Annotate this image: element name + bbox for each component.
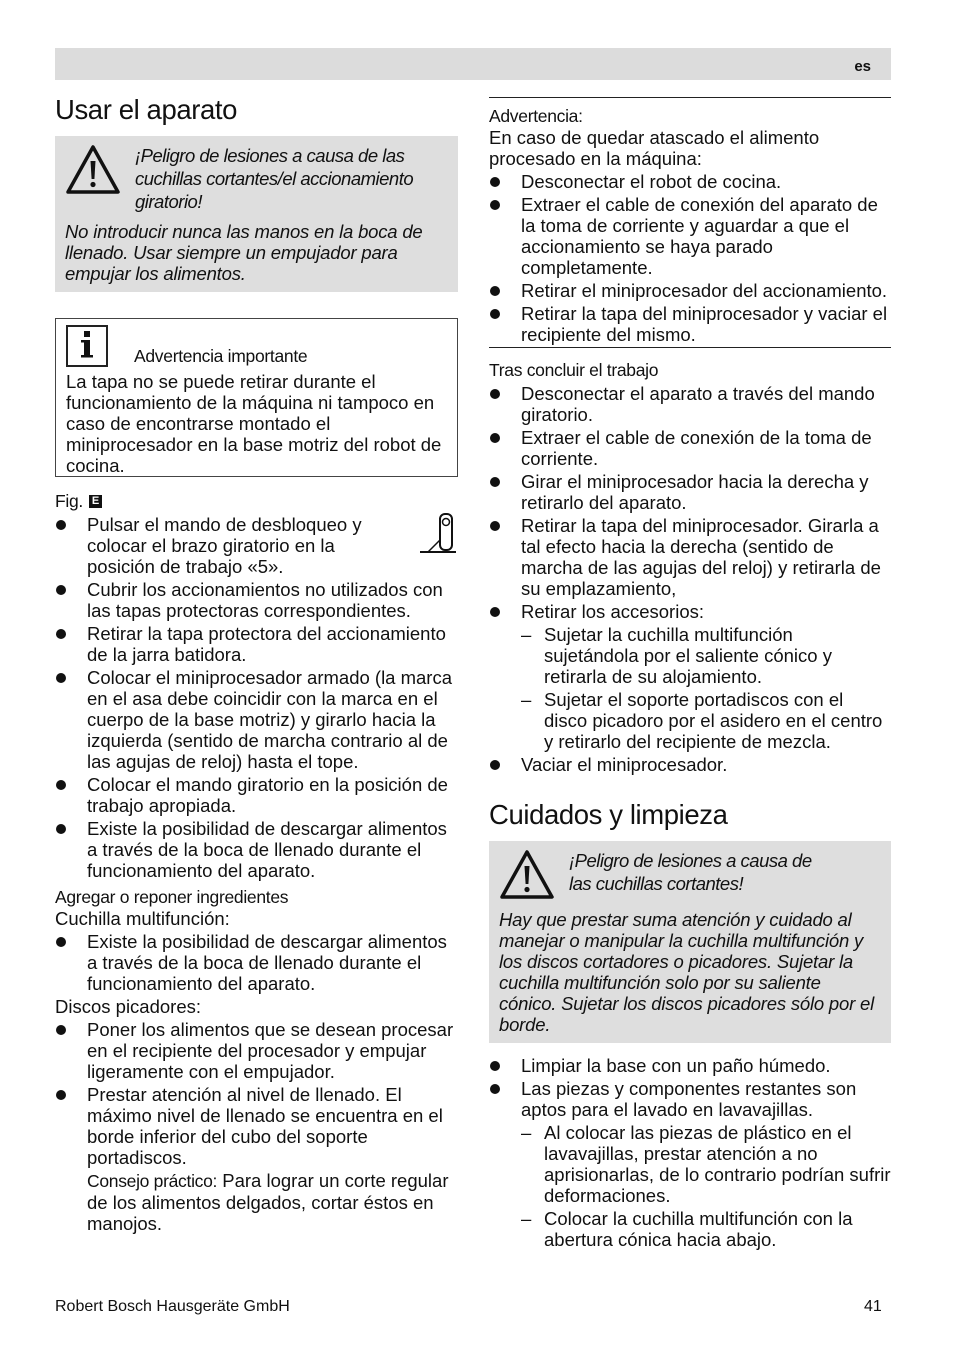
list-item [489,1078,891,1250]
device-position-icon [418,512,458,556]
list-item [55,514,458,577]
discos-list [55,1019,458,1234]
info-title: Advertencia importante [134,346,308,366]
section-title-usar: Usar el aparato [55,94,238,125]
advert-top-rule [489,97,891,98]
cleaning-dash-list [521,1122,891,1250]
list-item: Poner los alimentos que se desean procesar en el recipiente del procesador y empujar ligeramente con el empujador. [55,1019,458,1082]
list-item: Colocar el mando giratorio en la posición de trabajo apropiada. [55,774,458,816]
left-column [55,92,458,1234]
info-i-icon [66,325,108,367]
list-item: Retirar la tapa protectora del accionamiento de la jarra batidora. [55,623,458,665]
warning-box-cleaning [489,841,891,1043]
list-item-text: Retirar los accesorios: [521,601,705,622]
dash-item: – Sujetar la cuchilla multifunción sujetándola por el saliente cónico y retirarla de su alojamiento. [521,624,891,687]
warning-body: No introducir nunca las manos en la boca de llenado. Usar siempre un empujador para empujar los alimentos. [65,221,423,284]
list-item: Retirar la tapa del miniprocesador y vaciar el recipiente del mismo. [489,303,891,345]
language-code: es [854,58,871,75]
advert-list [489,171,891,345]
list-item: Girar el miniprocesador hacia la derecha y retirarlo del aparato. [489,471,891,513]
list-item-text: Prestar atención al nivel de llenado. El máximo nivel de llenado se encuentra en el borde inferior del cubo del soporte portadiscos. [87,1084,443,1168]
list-item: Vaciar el miniprocesador. [489,754,891,775]
advert-bottom-rule [489,347,891,348]
list-item: Limpiar la base con un paño húmedo. [489,1055,891,1076]
discos-label: Discos picadores: [55,996,202,1017]
accessories-dash-list [521,624,891,752]
list-item [55,1084,458,1234]
warning-body: Hay que prestar suma atención y cuidado al manejar o manipular la cuchilla multifunción y los discos cortadores o picadores. Sujetar la cuchilla multifunción solo por su saliente cónico. Sujetar los discos picadores sólo por el borde. [499,909,874,1035]
list-item: Colocar el miniprocesador armado (la marca en el asa debe coincidir con la marca en el cuerpo de la base motriz) y girarlo hacia la izquierda (sentido de marcha contrario al de las agujas de reloj) hasta el tope. [55,667,458,772]
tip-paragraph [87,1170,458,1234]
usage-steps-list [55,514,458,881]
cuchilla-label: Cuchilla multifunción: [55,908,230,929]
list-item: Desconectar el robot de cocina. [489,171,891,192]
fig-label: Fig. [55,491,83,511]
list-item: Extraer el cable de conexión del aparato de la toma de corriente y aguardar a que el accionamiento se haya parado completamente. [489,194,891,278]
warning-triangle-icon [65,144,121,196]
list-item: Retirar la tapa del miniprocesador. Girarla a tal efecto hacia la derecha (sentido de marcha de las agujas del reloj) y retirarla de su emplazamiento, [489,515,891,599]
list-item-text: Pulsar el mando de desbloqueo y colocar el brazo giratorio en la posición de trabajo «5». [87,514,362,577]
warning-box-blades [55,136,458,292]
warning-title: ¡Peligro de lesiones a causa de las cuchillas cortantes! [569,850,812,894]
footer-company: Robert Bosch Hausgeräte GmbH [55,1298,290,1315]
right-column [489,97,891,1250]
advert-title: Advertencia: [489,106,583,126]
after-work-list [489,383,891,775]
figure-reference [55,491,102,512]
list-item-text: Las piezas y componentes restantes son aptos para el lavado en lavavajillas. [521,1078,857,1120]
list-item: Existe la posibilidad de descargar alimentos a través de la boca de llenado durante el funcionamiento del aparato. [55,818,458,881]
list-item: Desconectar el aparato a través del mando giratorio. [489,383,891,425]
fig-letter-badge: E [89,495,102,508]
cuchilla-list [55,931,458,994]
tip-label: Consejo práctico: [87,1171,218,1191]
list-item [489,601,891,752]
info-body: La tapa no se puede retirar durante el funcionamiento de la máquina ni tampoco en caso de encontrarse montado el miniprocesador en la base motriz del robot de cocina. [66,371,442,476]
header-bar [55,48,891,80]
dash-item: – Sujetar el soporte portadiscos con el disco picadoro por el asidero en el centro y retirarlo del recipiente de mezcla. [521,689,891,752]
tip-text: Para lograr un corte regular de los alimentos delgados, cortar éstos en manojos. [87,1170,449,1234]
list-item: Existe la posibilidad de descargar alimentos a través de la boca de llenado durante el funcionamiento del aparato. [55,931,458,994]
list-item: Retirar el miniprocesador del accionamiento. [489,280,891,301]
warning-triangle-icon [499,849,555,901]
list-item: Extraer el cable de conexión de la toma de corriente. [489,427,891,469]
footer-page-number: 41 [864,1298,882,1315]
info-box [55,318,458,477]
after-work-title: Tras concluir el trabajo [489,360,659,380]
cleaning-list [489,1055,891,1250]
warning-title: ¡Peligro de lesiones a causa de las cuchillas cortantes/el accionamiento giratorio! [135,145,414,212]
list-item: Cubrir los accionamientos no utilizados con las tapas protectoras correspondientes. [55,579,458,621]
dash-item: – Al colocar las piezas de plástico en el lavavajillas, prestar atención a no aprisionarlas, de lo contrario podrían sufrir deformaciones. [521,1122,891,1206]
dash-item: – Colocar la cuchilla multifunción con la abertura cónica hacia abajo. [521,1208,891,1250]
subheading-add-ingredients: Agregar o reponer ingredientes [55,887,289,907]
advert-intro: En caso de quedar atascado el alimento procesado en la máquina: [489,127,820,169]
section-title-cuidados: Cuidados y limpieza [489,799,728,830]
